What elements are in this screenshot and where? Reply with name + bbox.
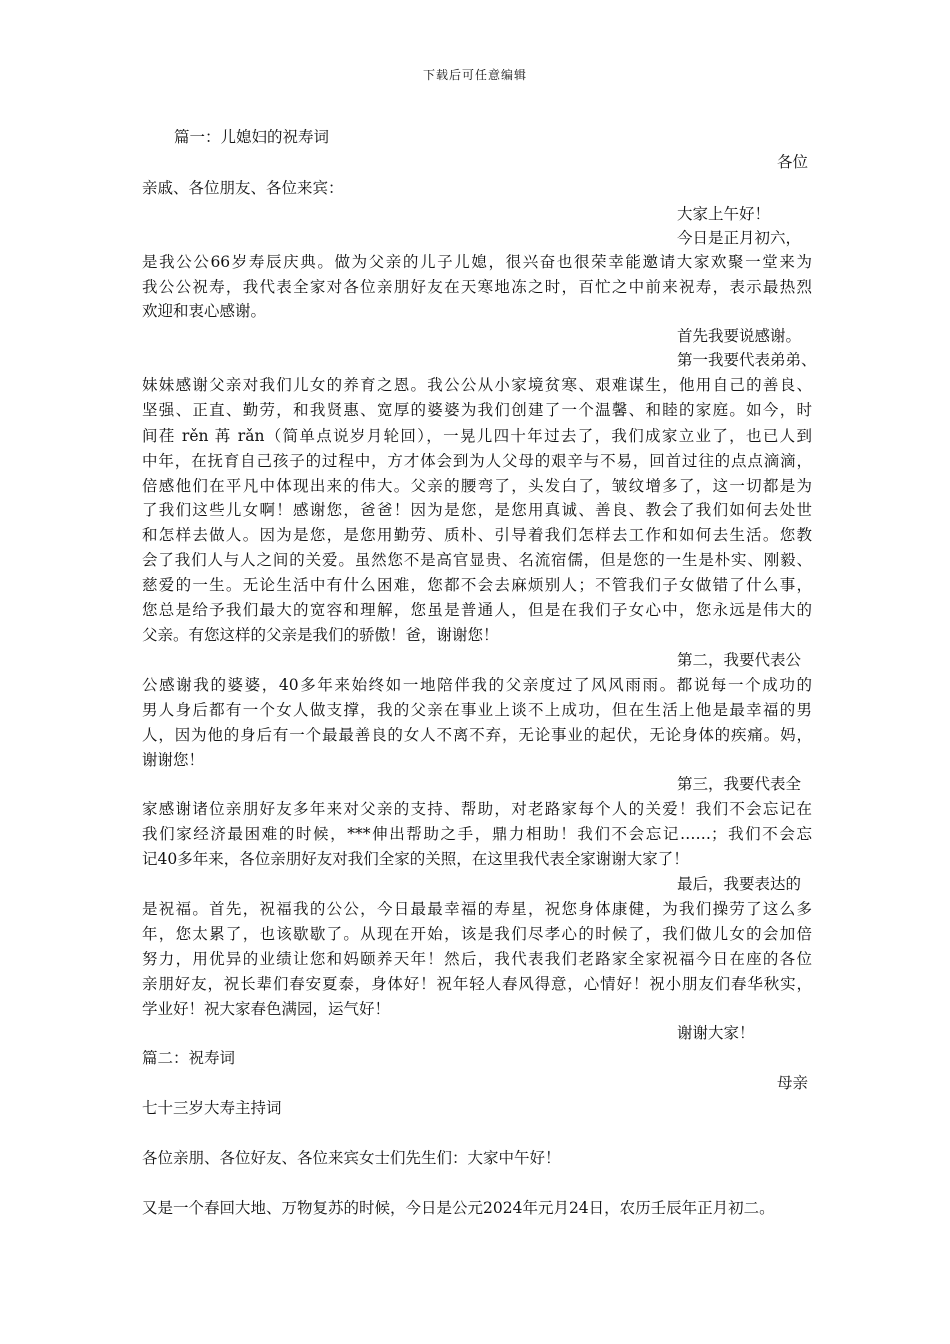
text-line: 是我公公66岁寿辰庆典。做为父亲的儿子儿媳，很兴奋也很荣幸能邀请大家欢聚一堂来为 <box>142 253 812 271</box>
text-line: 谢谢您！ <box>142 751 205 769</box>
text-line: 各位 <box>777 153 809 171</box>
section-title-2: 篇二：祝寿词 <box>142 1049 236 1067</box>
text-line: 父亲。有您这样的父亲是我们的骄傲！爸，谢谢您！ <box>142 626 499 644</box>
text-line: 亲朋好友，祝长辈们春安夏泰，身体好！祝年轻人春风得意，心情好！祝小朋友们春华秋实， <box>142 975 812 993</box>
text-line: 首先我要说感谢。 <box>677 327 802 345</box>
text-line: 倍感他们在平凡中体现出来的伟大。父亲的腰弯了，头发白了，皱纹增多了，这一切都是为 <box>142 477 812 495</box>
text-line: 坚强、正直、勤劳，和我贤惠、宽厚的婆婆为我们创建了一个温馨、和睦的家庭。如今，时 <box>142 401 812 419</box>
text-line: 公感谢我的婆婆，40多年来始终如一地陪伴我的父亲度过了风风雨雨。都说每一个成功的 <box>142 676 812 694</box>
text-line: 您总是给予我们最大的宽容和理解，您虽是普通人，但是在我们子女心中，您永远是伟大的 <box>142 601 812 619</box>
text-line: 大家上午好！ <box>677 205 771 223</box>
text-line: 又是一个春回大地、万物复苏的时候，今日是公元2024年元月24日，农历壬辰年正月初二。 <box>142 1199 775 1217</box>
text-line: 各位亲朋、各位好友、各位来宾女士们先生们：大家中午好！ <box>142 1149 561 1167</box>
text-line: 家感谢诸位亲朋好友多年来对父亲的支持、帮助，对老路家每个人的关爱！我们不会忘记在 <box>142 800 812 818</box>
text-line: 会了我们人与人之间的关爱。虽然您不是高官显贵、名流宿儒，但是您的一生是朴实、刚毅、 <box>142 551 812 569</box>
text-line: 妹妹感谢父亲对我们儿女的养育之恩。我公公从小家境贫寒、艰难谋生，他用自己的善良、 <box>142 376 812 394</box>
text-line: 亲戚、各位朋友、各位来宾： <box>142 179 344 197</box>
text-line: 欢迎和衷心感谢。 <box>142 302 267 320</box>
text-line: 学业好！祝大家春色满园，运气好！ <box>142 1000 391 1018</box>
text-line: 中年，在抚育自己孩子的过程中，方才体会到为人父母的艰辛与不易，回首过往的点点滴滴， <box>142 452 812 470</box>
text-line: 谢谢大家！ <box>677 1024 755 1042</box>
text-line: 最后，我要表达的 <box>677 875 802 893</box>
text-line: 人，因为他的身后有一个最最善良的女人不离不弃，无论事业的起伏，无论身体的疾痛。妈， <box>142 726 812 744</box>
text-line: 记40多年来，各位亲朋好友对我们全家的关照，在这里我代表全家谢谢大家了！ <box>142 850 689 868</box>
text-line: 间荏 rěn 苒 rǎn（简单点说岁月轮回），一晃儿四十年过去了，我们成家立业了，也已人到 <box>142 427 812 445</box>
page-header: 下载后可任意编辑 <box>422 68 527 82</box>
text-line: 年，您太累了，也该歇歇了。从现在开始，该是我们尽孝心的时候了，我们做儿女的会加倍 <box>142 925 812 943</box>
text-line: 第二，我要代表公 <box>677 651 802 669</box>
text-line: 七十三岁大寿主持词 <box>142 1099 282 1117</box>
text-line: 我们家经济最困难的时候，***伸出帮助之手，鼎力相助！我们不会忘记……；我们不会忘 <box>142 825 812 843</box>
text-line: 努力，用优异的业绩让您和妈颐养天年！然后，我代表我们老路家全家祝福今日在座的各位 <box>142 950 812 968</box>
text-line: 了我们这些儿女啊！感谢您，爸爸！因为是您，是您用真诚、善良、教会了我们如何去处世 <box>142 501 812 519</box>
text-line: 慈爱的一生。无论生活中有什么困难，您都不会去麻烦别人；不管我们子女做错了什么事， <box>142 576 812 594</box>
text-line: 我公公祝寿，我代表全家对各位亲朋好友在天寒地冻之时，百忙之中前来祝寿，表示最热烈 <box>142 278 812 296</box>
text-line: 第三，我要代表全 <box>677 775 802 793</box>
text-line: 第一我要代表弟弟、 <box>677 351 817 369</box>
text-line: 母亲 <box>777 1074 809 1092</box>
text-line: 男人身后都有一个女人做支撑，我的父亲在事业上谈不上成功，但在生活上他是最幸福的男 <box>142 701 812 719</box>
section-title-1: 篇一：儿媳妇的祝寿词 <box>174 128 330 146</box>
text-line: 和怎样去做人。因为是您，是您用勤劳、质朴、引导着我们怎样去工作和如何去生活。您教 <box>142 526 812 544</box>
text-line: 是祝福。首先，祝福我的公公，今日最最幸福的寿星，祝您身体康健，为我们操劳了这么多 <box>142 900 812 918</box>
text-line: 今日是正月初六， <box>677 229 802 247</box>
